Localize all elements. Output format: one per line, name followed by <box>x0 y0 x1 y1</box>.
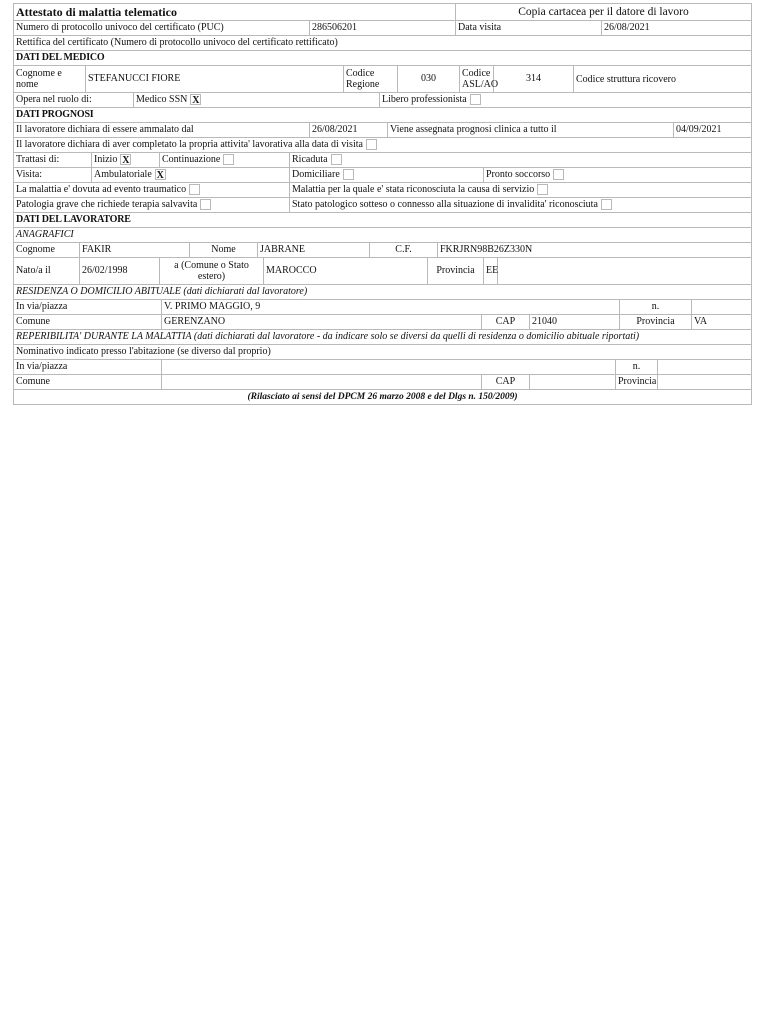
trauma-label: La malattia e' dovuta ad evento traumatico <box>16 184 187 195</box>
cf-label: C.F. <box>370 243 438 258</box>
pronto-cell <box>484 168 752 183</box>
continuazione-cell <box>160 153 290 168</box>
prognosis-label: Viene assegnata prognosi clinica a tutto il <box>388 123 674 138</box>
cognome-value: FAKIR <box>80 243 190 258</box>
nominativo-label: Nominativo indicato presso l'abitazione (se diverso dal proprio) <box>14 345 752 360</box>
servizio-label: Malattia per la quale e' stata riconosciuta la causa di servizio <box>292 184 535 195</box>
sick-leave-certificate <box>13 3 751 405</box>
invalidita-checkbox[interactable] <box>601 199 612 210</box>
visita-table <box>13 167 752 183</box>
visit-date-value: 26/08/2021 <box>602 21 752 36</box>
struttura-label: Codice struttura ricovero <box>574 66 752 93</box>
rep-provincia-value <box>658 375 752 390</box>
res-cap-label: CAP <box>482 315 530 330</box>
lavoratore-section-title: DATI DEL LAVORATORE <box>14 213 752 228</box>
trattasi-table <box>13 152 752 168</box>
nascita-provincia-label: Provincia <box>428 258 484 285</box>
domiciliare-cell <box>290 168 484 183</box>
comune-stato-value: MAROCCO <box>264 258 428 285</box>
ricaduta-label: Ricaduta <box>292 154 328 165</box>
domiciliare-checkbox[interactable] <box>343 169 354 180</box>
servizio-checkbox[interactable] <box>537 184 548 195</box>
ssn-cell <box>134 93 380 108</box>
res-comune-label: Comune <box>14 315 162 330</box>
rettifica-label: Rettifica del certificato (Numero di protocollo univoco del certificato rettificato) <box>14 36 752 51</box>
nascita-spacer <box>498 258 752 285</box>
ambulatoriale-label: Ambulatoriale <box>94 169 152 180</box>
residenza-title: RESIDENZA O DOMICILIO ABITUALE (dati dichiarati dal lavoratore) <box>14 285 752 300</box>
region-value: 030 <box>398 66 460 93</box>
ill-since-label: Il lavoratore dichiara di essere ammalato dal <box>14 123 310 138</box>
nascita-table <box>13 257 752 285</box>
ill-since-value: 26/08/2021 <box>310 123 388 138</box>
trattasi-label: Trattasi di: <box>14 153 92 168</box>
res-provincia-label: Provincia <box>620 315 692 330</box>
rep-n-label: n. <box>616 360 658 375</box>
patologia-checkbox[interactable] <box>200 199 211 210</box>
res-via-label: In via/piazza <box>14 300 162 315</box>
invalidita-label: Stato patologico sotteso o connesso alla situazione di invalidita' riconosciuta <box>292 199 598 210</box>
reperibilita-title: REPERIBILITA' DURANTE LA MALATTIA (dati dichiarati dal lavoratore - da indicare solo se diversi da quelli di residenza o domicilio abituale riportati) <box>14 330 752 345</box>
nato-value: 26/02/1998 <box>80 258 160 285</box>
completed-cell <box>14 138 752 153</box>
doctor-name-label: Cognome e nome <box>14 66 86 93</box>
pronto-label: Pronto soccorso <box>486 169 551 180</box>
rep-via-value <box>162 360 616 375</box>
rep-comune-label: Comune <box>14 375 162 390</box>
copy-label: Copia cartacea per il datore di lavoro <box>456 4 752 21</box>
puc-value: 286506201 <box>310 21 456 36</box>
nome-value: JABRANE <box>258 243 370 258</box>
patologia-label: Patologia grave che richiede terapia salvavita <box>16 199 198 210</box>
ambulatoriale-cell <box>92 168 290 183</box>
medico-section-title: DATI DEL MEDICO <box>14 51 752 66</box>
trauma-checkbox[interactable] <box>189 184 200 195</box>
document-title: Attestato di malattia telematico <box>14 4 456 21</box>
nascita-provincia-value: EE <box>484 258 498 285</box>
trauma-cell <box>14 183 290 198</box>
ssn-checkbox[interactable]: X <box>192 95 200 107</box>
doctor-name-value: STEFANUCCI FIORE <box>86 66 344 93</box>
footer-note: (Rilasciato ai sensi del DPCM 26 marzo 2008 e del Dlgs n. 150/2009) <box>14 390 752 405</box>
puc-label: Numero di protocollo univoco del certificato (PUC) <box>14 21 310 36</box>
reperibilita-table <box>13 329 752 405</box>
medico-table <box>13 50 752 93</box>
libero-checkbox[interactable] <box>470 94 481 105</box>
res-provincia-value: VA <box>692 315 752 330</box>
rep-cap-value <box>530 375 616 390</box>
servizio-cell <box>290 183 752 198</box>
lavoratore-table <box>13 212 752 258</box>
invalidita-cell <box>290 198 752 213</box>
medico-role-table <box>13 92 752 108</box>
visita-label: Visita: <box>14 168 92 183</box>
libero-cell <box>380 93 752 108</box>
continuazione-label: Continuazione <box>162 154 221 165</box>
continuazione-checkbox[interactable] <box>223 154 234 165</box>
completed-label: Il lavoratore dichiara di aver completato la propria attivita' lavorativa alla data di visita <box>16 139 363 150</box>
res-cap-value: 21040 <box>530 315 620 330</box>
ambulatoriale-checkbox[interactable]: X <box>156 170 164 182</box>
rep-n-value <box>658 360 752 375</box>
region-label: Codice Regione <box>344 66 398 93</box>
prognosi-table <box>13 107 752 153</box>
cognome-label: Cognome <box>14 243 80 258</box>
inizio-checkbox[interactable]: X <box>122 155 130 167</box>
patologia-cell <box>14 198 290 213</box>
header-table <box>13 3 752 51</box>
res-n-value <box>692 300 752 315</box>
anagrafici-title: ANAGRAFICI <box>14 228 752 243</box>
inizio-label: Inizio <box>94 154 118 165</box>
asl-label: Codice ASL/AO <box>460 66 494 93</box>
trauma-table <box>13 182 752 213</box>
domiciliare-label: Domiciliare <box>292 169 340 180</box>
prognosi-section-title: DATI PROGNOSI <box>14 108 752 123</box>
rep-comune-value <box>162 375 482 390</box>
inizio-cell <box>92 153 160 168</box>
rep-cap-label: CAP <box>482 375 530 390</box>
nome-label: Nome <box>190 243 258 258</box>
role-label: Opera nel ruolo di: <box>14 93 134 108</box>
rep-via-label: In via/piazza <box>14 360 162 375</box>
ricaduta-checkbox[interactable] <box>331 154 342 165</box>
residenza-table <box>13 284 752 330</box>
comune-stato-label: a (Comune o Stato estero) <box>160 258 264 285</box>
cf-value: FKRJRN98B26Z330N <box>438 243 752 258</box>
prognosis-value: 04/09/2021 <box>674 123 752 138</box>
res-n-label: n. <box>620 300 692 315</box>
pronto-checkbox[interactable] <box>553 169 564 180</box>
completed-checkbox[interactable] <box>366 139 377 150</box>
ssn-label: Medico SSN <box>136 94 188 105</box>
nato-label: Nato/a il <box>14 258 80 285</box>
rep-provincia-label: Provincia <box>616 375 658 390</box>
asl-value: 314 <box>494 66 574 93</box>
libero-label: Libero professionista <box>382 94 467 105</box>
res-via-value: V. PRIMO MAGGIO, 9 <box>162 300 620 315</box>
ricaduta-cell <box>290 153 752 168</box>
visit-date-label: Data visita <box>456 21 602 36</box>
res-comune-value: GERENZANO <box>162 315 482 330</box>
